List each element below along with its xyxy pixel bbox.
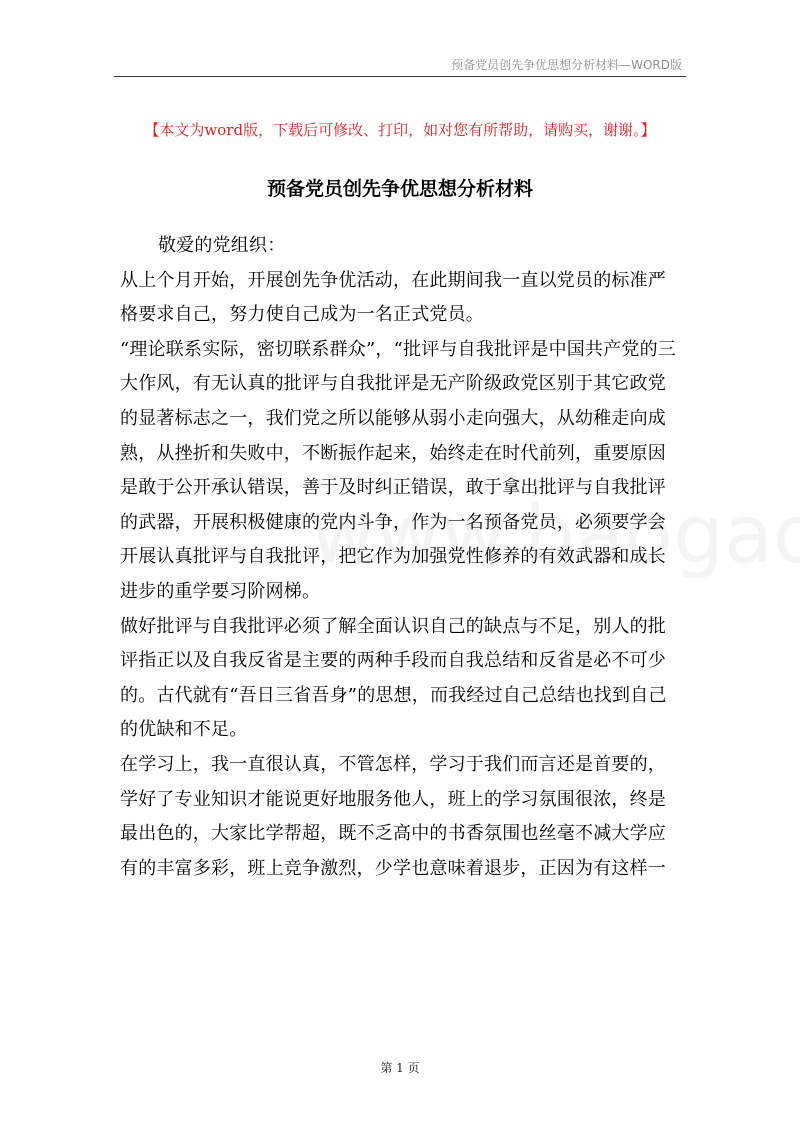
header-divider [114,76,686,77]
paragraph-2: “理论联系实际，密切联系群众”，“批评与自我批评是中国共产党的三大作风，有无认真的批评与自我批评是无产阶级政党区别于其它政党的显著标志之一，我们党之所以能够从弱小走向强大，从幼稚走向成熟，从挫折和失败中，不断振作起来，始终走在时代前列，重要原因是敢于公开承认错误，善于及时纠正错误，敢于拿出批评与自我批评的武器，开展积极健康的党内斗争，作为一名预备党员，必须要学会开展认真批评与自我批评，把它作为加强党性修养的有效武器和成长进步的重学要习阶网梯。 [120,338,677,602]
paragraph-1: 从上个月开始，开展创先争优活动，在此期间我一直以党员的标准严格要求自己，努力使自己成为一名正式党员。 [120,269,666,326]
paragraph-3: 做好批评与自我批评必须了解全面认识自己的缺点与不足，别人的批评指正以及自我反省是主要的两种手段而自我总结和反省是必不可少的。古代就有“吾日三省吾身”的思想，而我经过自己总结也找到自己的优缺和不足。 [120,615,667,741]
document-body [120,229,682,886]
running-header: 预备党员创先争优思想分析材料—WORD版 [451,58,682,72]
document-title: 预备党员创先争优思想分析材料 [266,178,533,200]
page-number: 第 1 页 [380,1061,420,1075]
download-notice: 【本文为word版，下载后可修改、打印，如对您有所帮助，请购买，谢谢。】 [144,121,656,139]
paragraph-4: 在学习上，我一直很认真，不管怎样，学习于我们而言还是首要的，学好了专业知识才能说更好地服务他人，班上的学习氛围很浓，终是最出色的，大家比学帮超，既不乏高中的书香氛围也丝毫不减大学应有的丰富多彩，班上竞争激烈，少学也意味着退步，正因为有这样一 [120,753,666,879]
salutation: 敬爱的党组织： [158,235,286,256]
